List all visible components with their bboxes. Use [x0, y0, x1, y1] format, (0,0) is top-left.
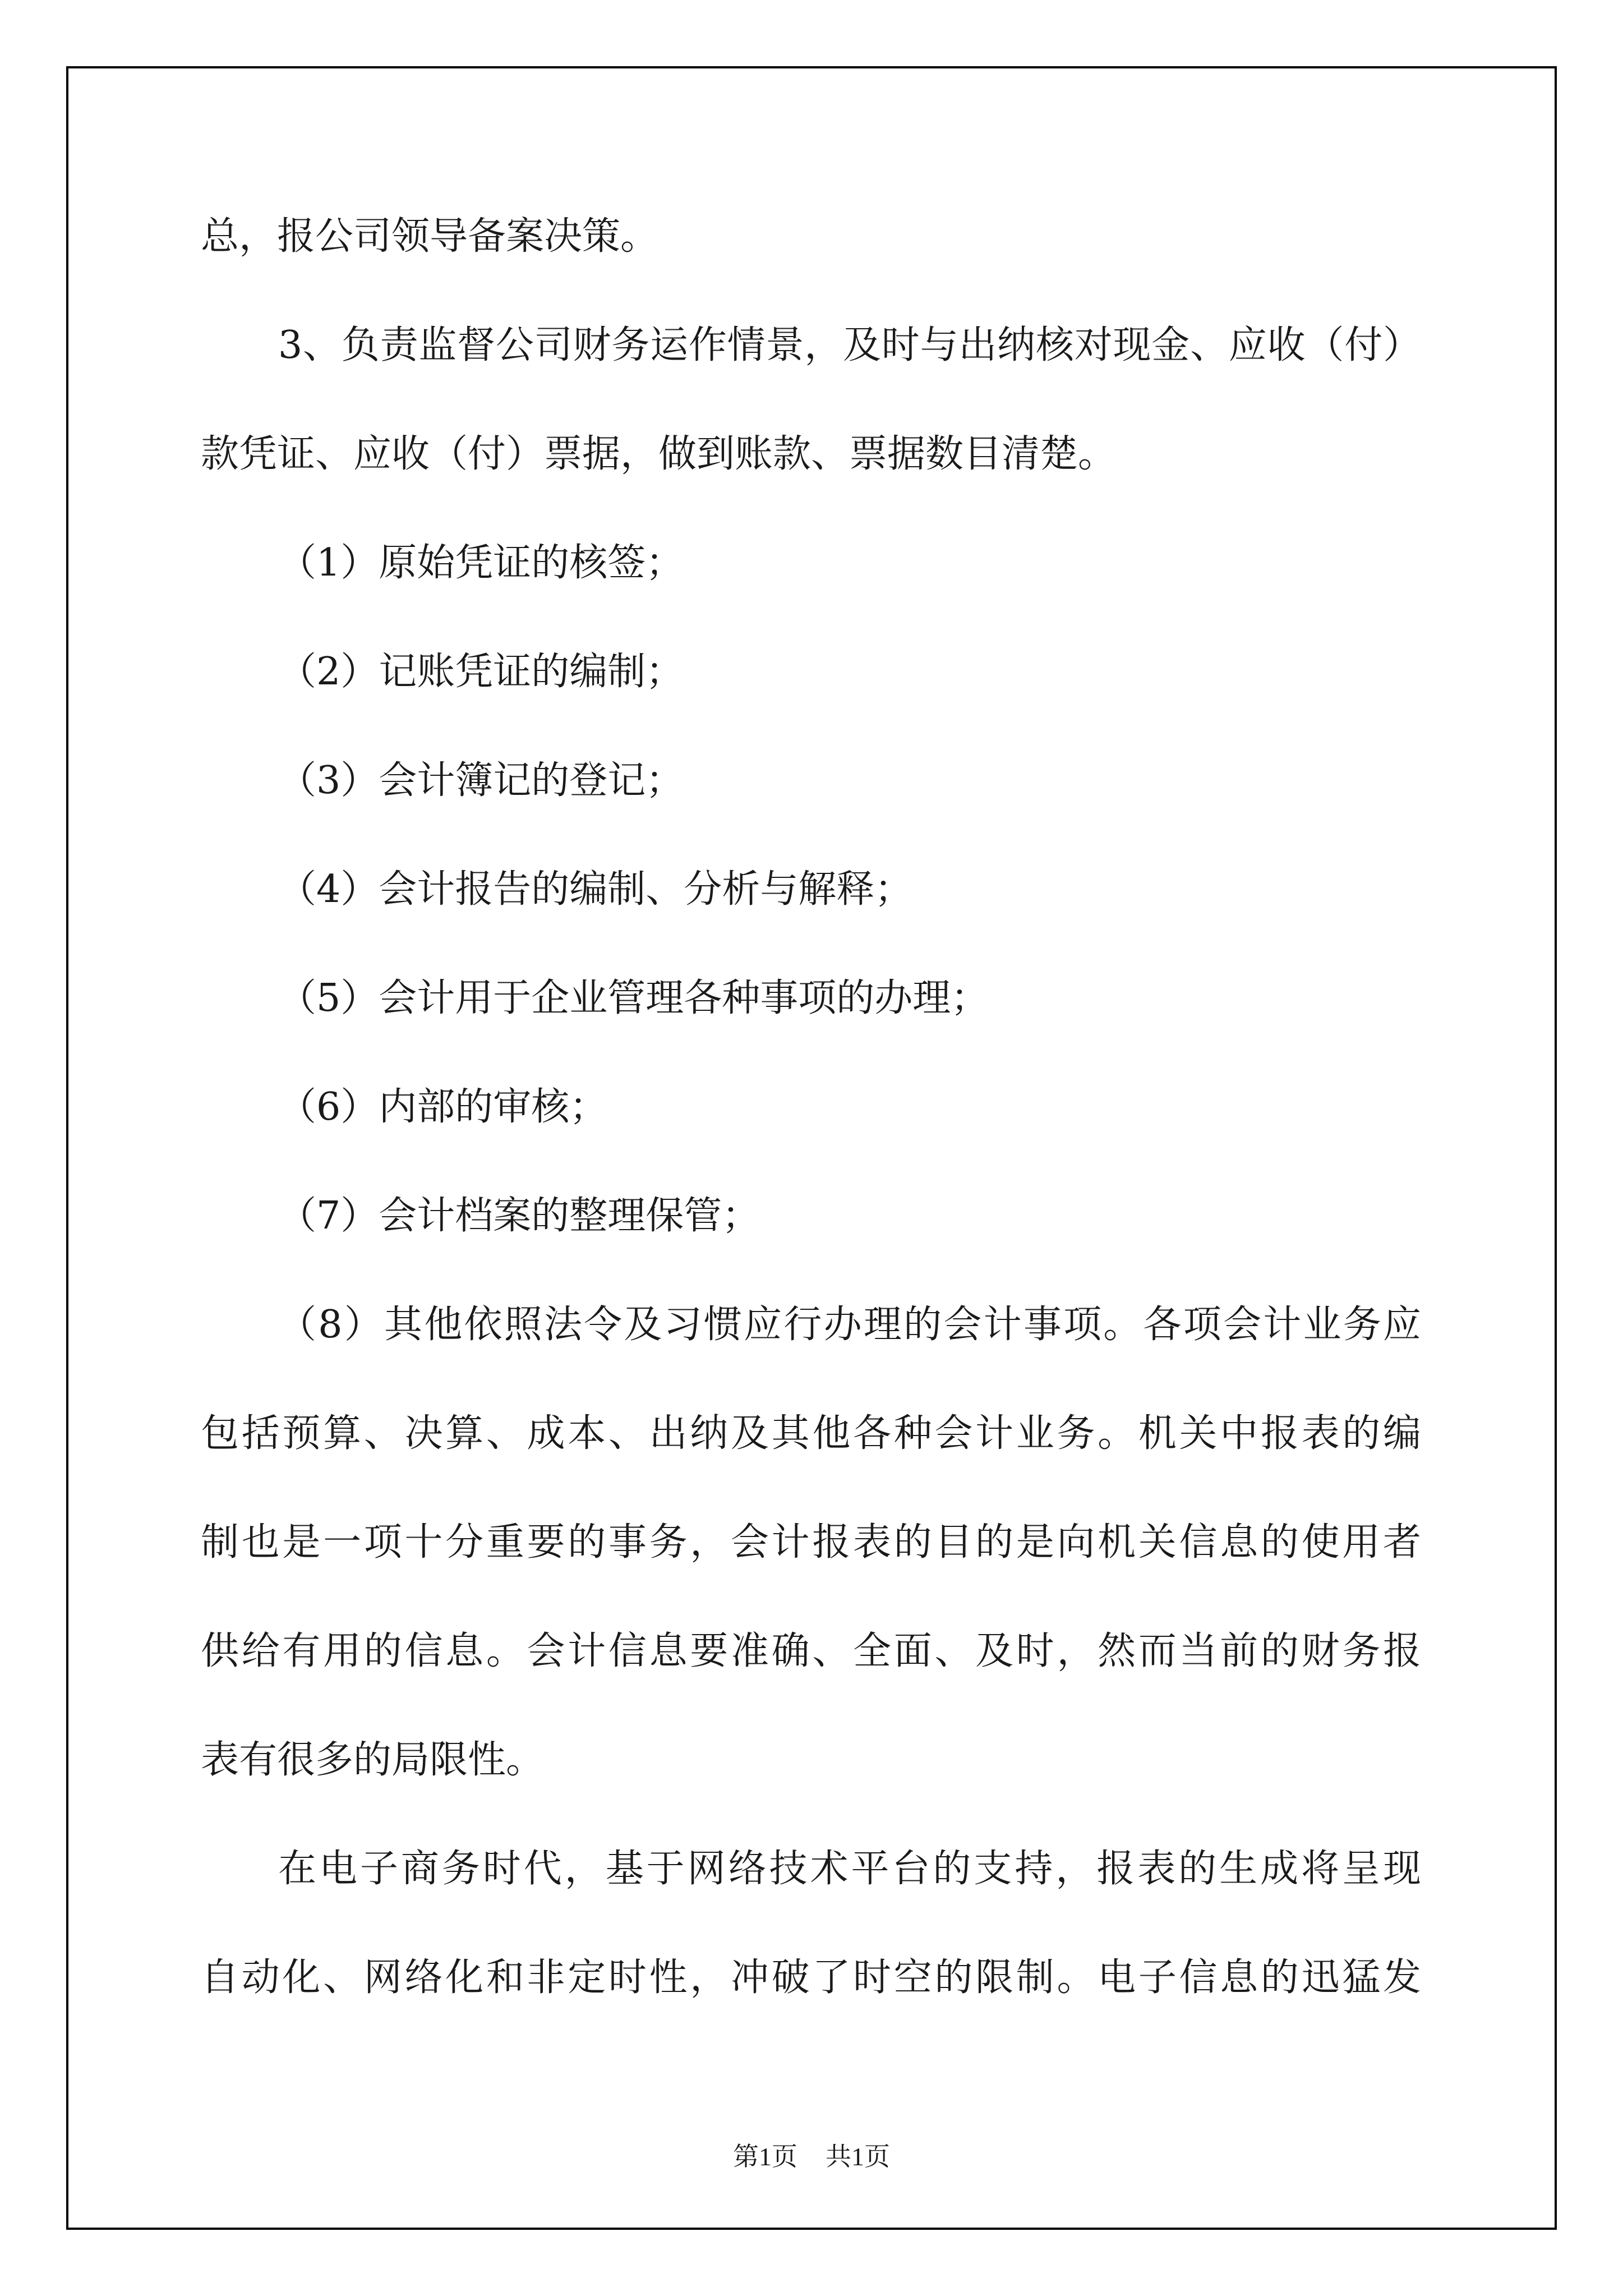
text-line-16: 在电子商务时代，基于网络技术平台的支持，报表的生成将呈现 [278, 1847, 1421, 1891]
list-item-4: （4）会计报告的编制、分析与解释； [278, 867, 913, 912]
text-line-3: 款凭证、应收（付）票据，做到账款、票据数目清楚。 [201, 432, 1117, 476]
text-line-13: 制也是一项十分重要的事务，会计报表的目的是向机关信息的使用者 [201, 1520, 1421, 1565]
page-total: 共1页 [826, 2142, 890, 2171]
text-line-15: 表有很多的局限性。 [201, 1738, 545, 1782]
text-line-17: 自动化、网络化和非定时性，冲破了时空的限制。电子信息的迅猛发 [201, 1955, 1421, 2000]
page-number: 第1页 [733, 2142, 797, 2171]
text-line-14: 供给有用的信息。会计信息要准确、全面、及时，然而当前的财务报 [201, 1629, 1421, 1673]
list-item-6: （6）内部的审核； [278, 1085, 608, 1129]
list-item-3: （3）会计簿记的登记； [278, 758, 684, 803]
list-item-5: （5）会计用于企业管理各种事项的办理； [278, 976, 989, 1020]
text-line-1: 总，报公司领导备案决策。 [201, 214, 659, 259]
text-line-12: 包括预算、决算、成本、出纳及其他各种会计业务。机关中报表的编 [201, 1411, 1421, 1456]
list-item-7: （7）会计档案的整理保管； [278, 1194, 760, 1238]
list-item-2: （2）记账凭证的编制； [278, 650, 684, 694]
page-border [66, 66, 1557, 2230]
list-item-8: （8）其他依照法令及习惯应行办理的会计事项。各项会计业务应 [278, 1303, 1421, 1347]
page-footer [0, 2136, 1623, 2173]
text-line-2: 3、负责监督公司财务运作情景，及时与出纳核对现金、应收（付） [278, 323, 1421, 367]
list-item-1: （1）原始凭证的核签； [278, 541, 684, 585]
